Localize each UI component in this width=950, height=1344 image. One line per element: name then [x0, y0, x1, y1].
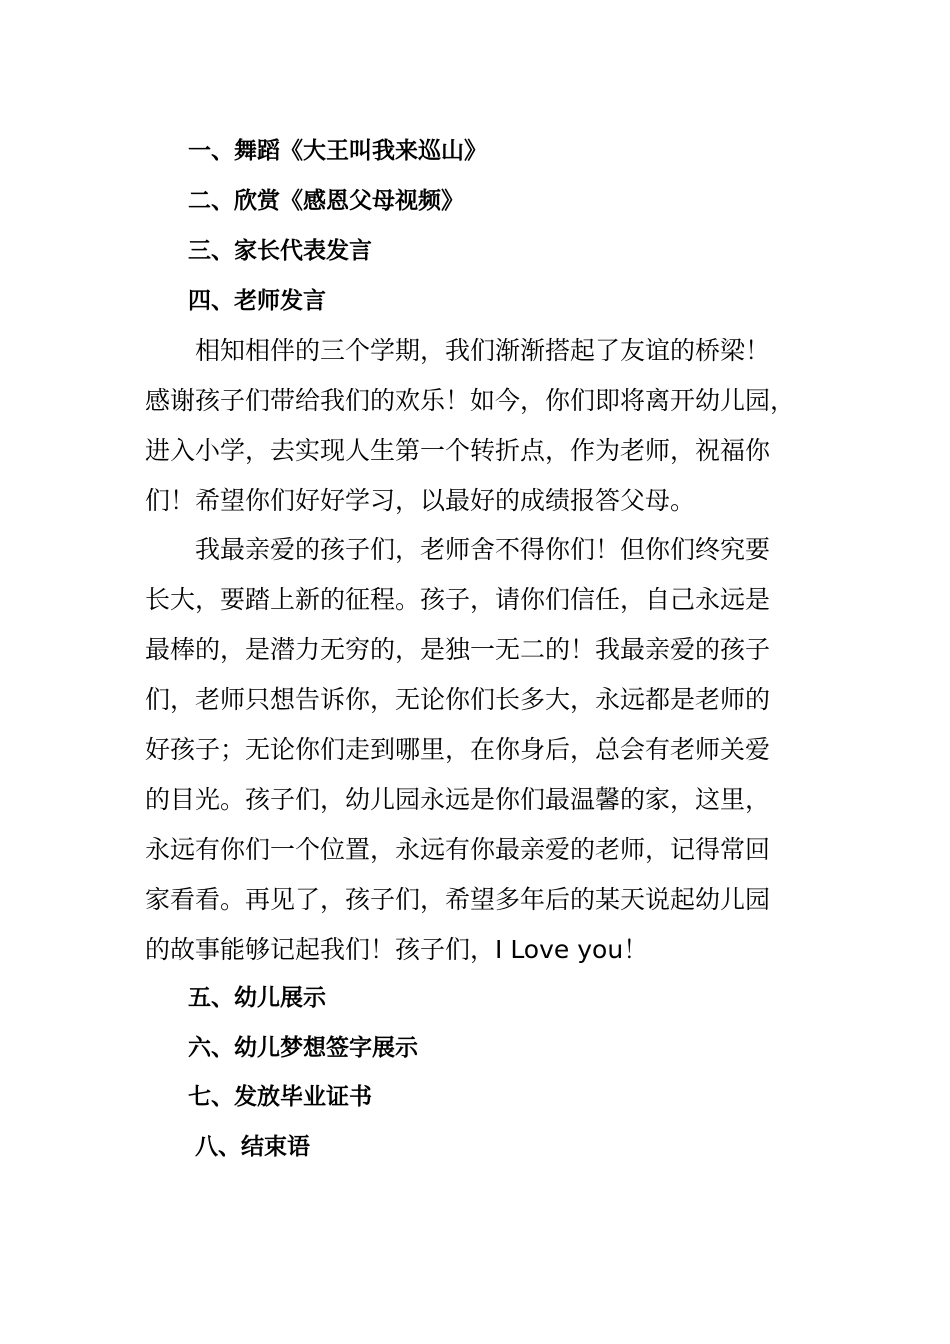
heading-certificates: 七、发放毕业证书	[188, 1084, 372, 1110]
paragraph-line: 最棒的，是潜力无穷的，是独一无二的！我最亲爱的孩子	[145, 635, 771, 664]
paragraph-line: 长大，要踏上新的征程。孩子，请你们信任，自己永远是	[145, 585, 771, 614]
heading-closing: 八、结束语	[195, 1134, 310, 1160]
heading-dream-signing: 六、幼儿梦想签字展示	[188, 1035, 418, 1061]
paragraph-line: 们！希望你们好好学习，以最好的成绩报答父母。	[145, 486, 696, 515]
paragraph-line: 的目光。孩子们，幼儿园永远是你们最温馨的家，这里，	[145, 785, 771, 814]
paragraph-line: 相知相伴的三个学期，我们渐渐搭起了友谊的桥梁！	[195, 336, 771, 365]
paragraph-line: 进入小学，去实现人生第一个转折点，作为老师，祝福你	[145, 436, 771, 465]
paragraph-line: 们，老师只想告诉你，无论你们长多大，永远都是老师的	[145, 685, 771, 714]
paragraph-line: 我最亲爱的孩子们，老师舍不得你们！但你们终究要	[195, 535, 771, 564]
paragraph-line: 好孩子；无论你们走到哪里，在你身后，总会有老师关爱	[145, 735, 771, 764]
heading-child-show: 五、幼儿展示	[188, 985, 326, 1011]
paragraph-farewell	[145, 525, 805, 975]
paragraph-line: 感谢孩子们带给我们的欢乐！如今，你们即将离开幼儿园，	[145, 386, 796, 415]
heading-parent-speech: 三、家长代表发言	[188, 238, 372, 264]
heading-dance: 一、舞蹈《大王叫我来巡山》	[188, 138, 487, 164]
heading-teacher-speech: 四、老师发言	[188, 288, 326, 314]
paragraph-line: 的故事能够记起我们！孩子们，I Love you！	[145, 935, 649, 964]
paragraph-line: 永远有你们一个位置，永远有你最亲爱的老师，记得常回	[145, 835, 771, 864]
paragraph-semesters	[145, 326, 805, 526]
heading-video: 二、欣赏《感恩父母视频》	[188, 188, 464, 214]
paragraph-line: 家看看。再见了，孩子们，希望多年后的某天说起幼儿园	[145, 885, 771, 914]
